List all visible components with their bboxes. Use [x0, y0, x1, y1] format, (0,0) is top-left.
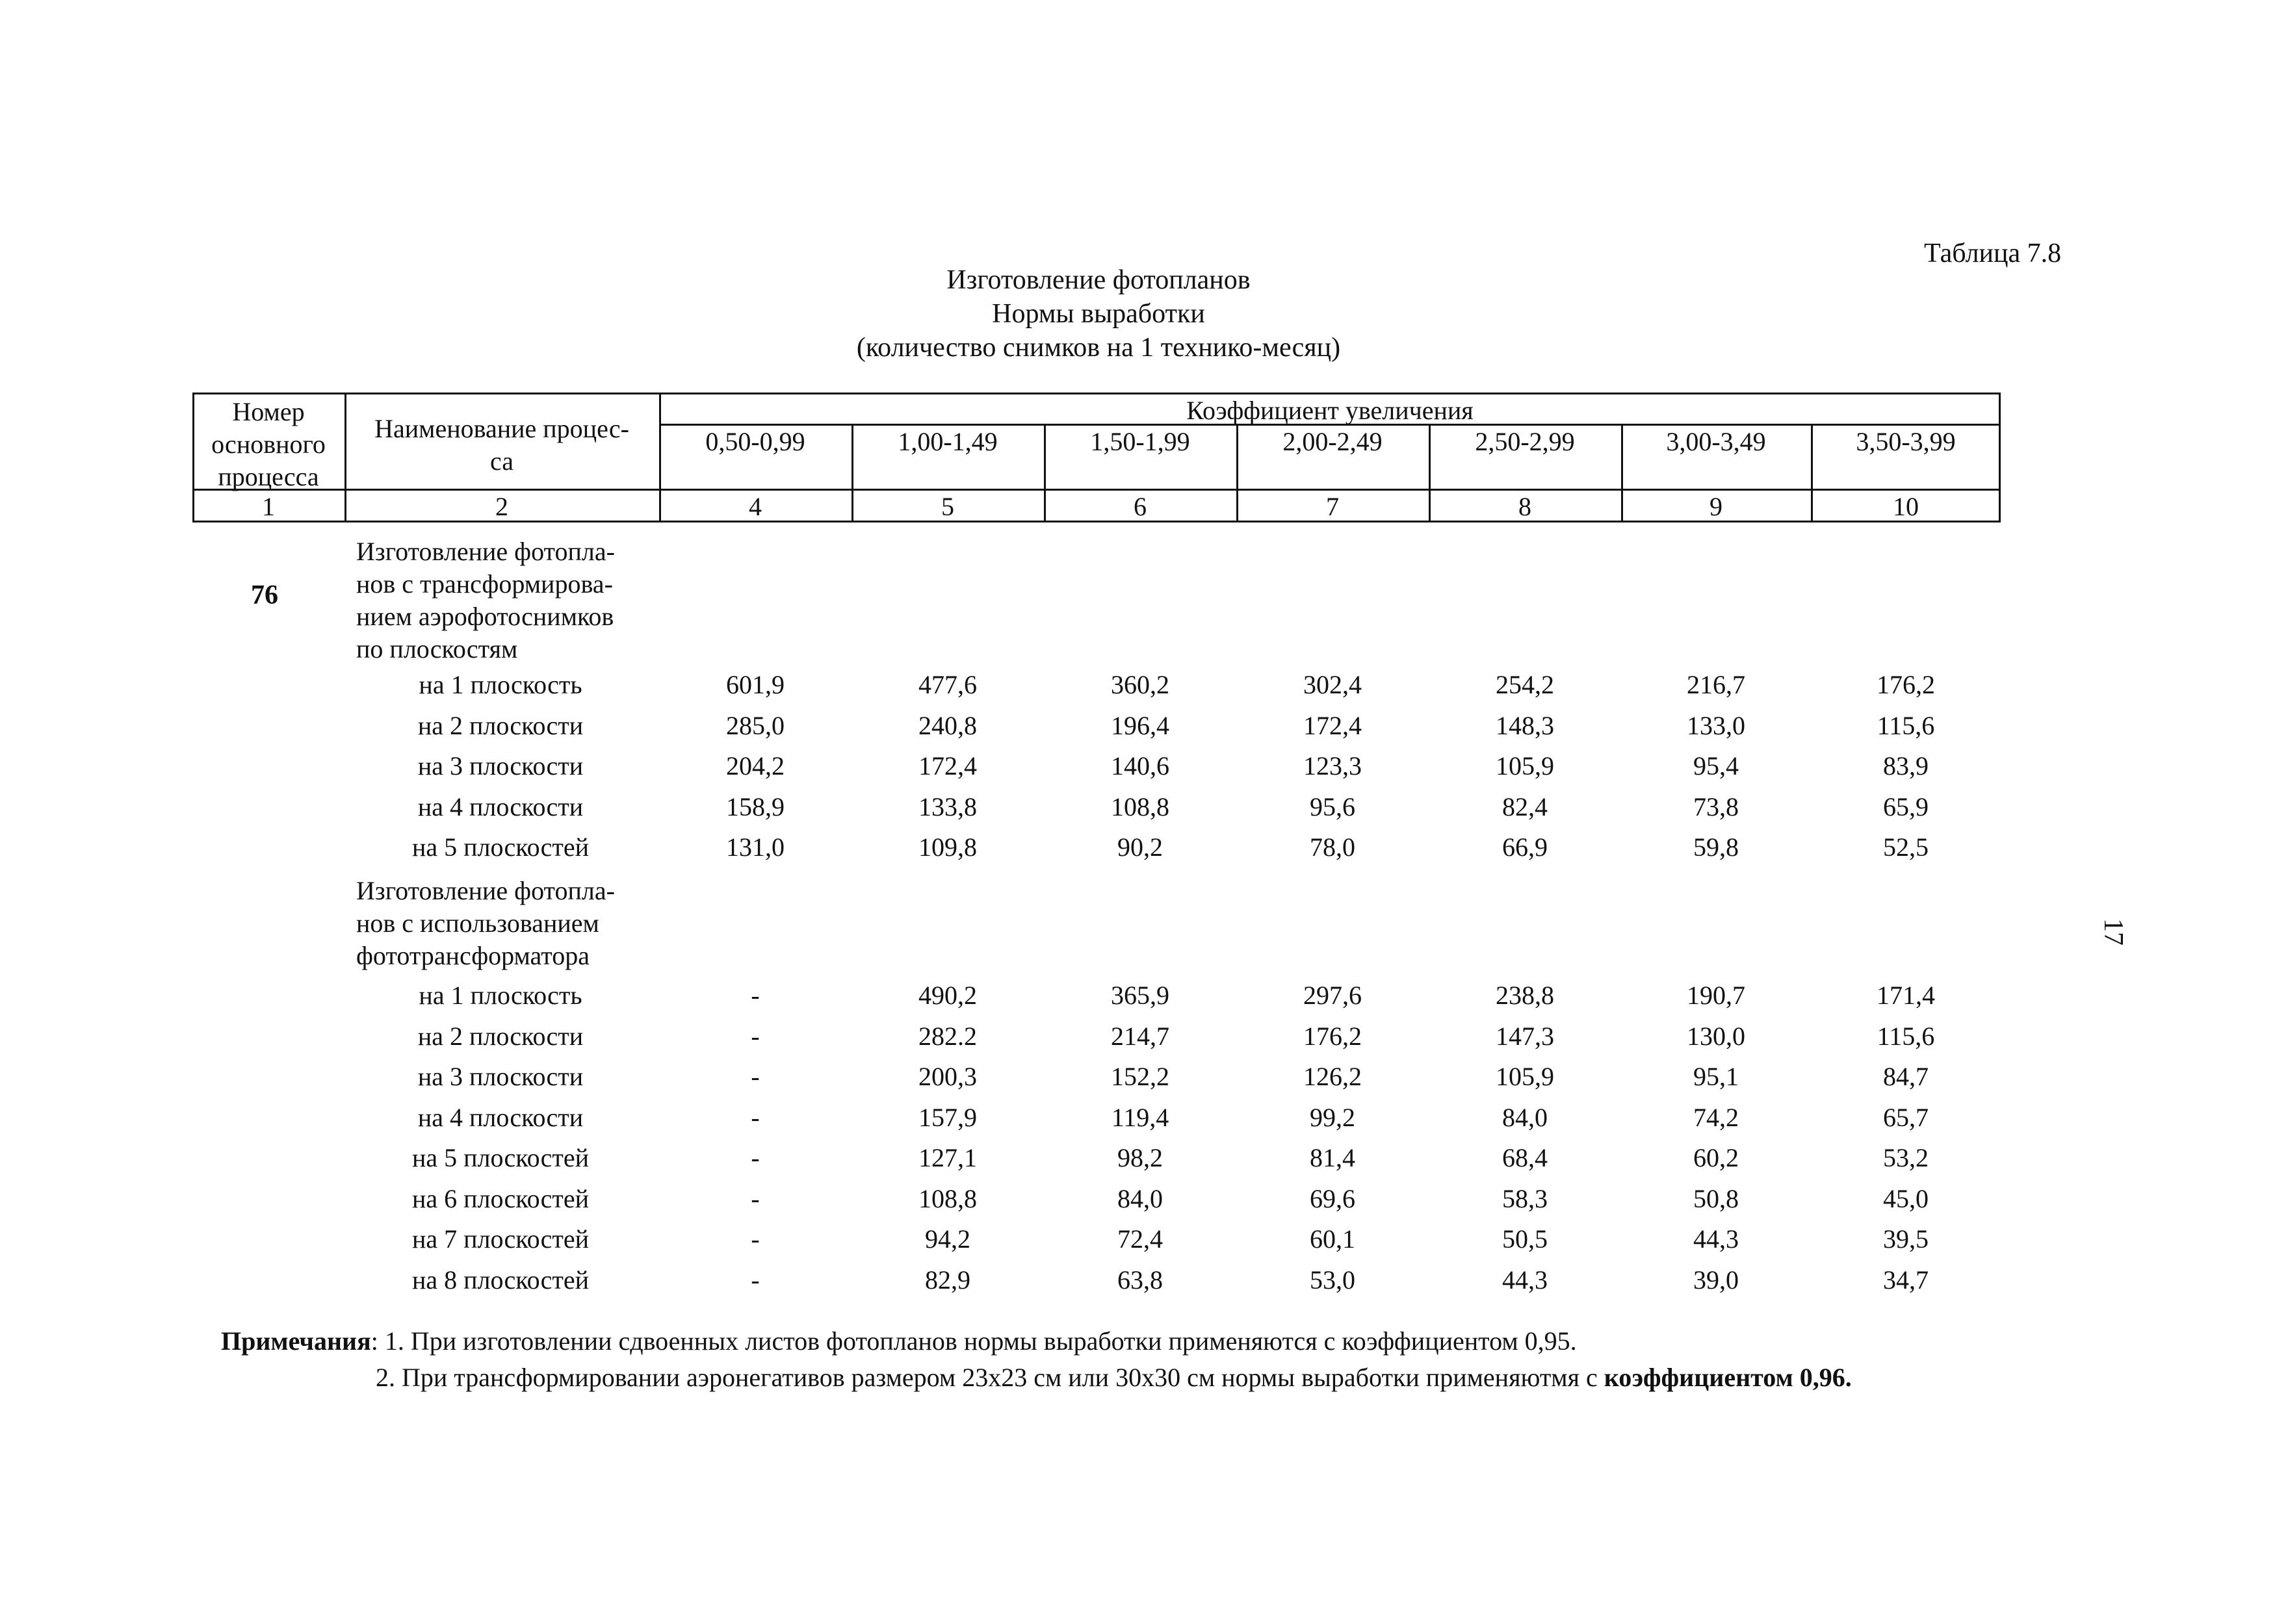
table-cell: 50,5: [1502, 1224, 1548, 1254]
table-cell: 95,6: [1310, 792, 1355, 821]
header-num-line-3: процесса: [218, 462, 319, 491]
table-cell: 238,8: [1496, 981, 1554, 1010]
table-cell: 84,0: [1117, 1183, 1163, 1213]
table-cell: 133,0: [1687, 710, 1745, 740]
table-cell: 44,3: [1693, 1224, 1739, 1254]
table-cell: 216,7: [1687, 670, 1745, 699]
header-num-line-1: Номер: [232, 397, 305, 426]
table-cell: -: [751, 1143, 760, 1172]
table-cell: 60,2: [1693, 1143, 1739, 1172]
table-cell: 130,0: [1687, 1021, 1745, 1051]
note-1: [221, 1326, 1577, 1357]
section-title-line: Изготовление фотопла-: [356, 537, 615, 566]
header-range: 1,00-1,49: [898, 427, 998, 456]
section-title-line: фототрансформатора: [356, 941, 590, 970]
row-label: на 2 плоскости: [417, 1021, 584, 1051]
header-hline-numbers: [192, 489, 2001, 491]
table-cell: 105,9: [1496, 751, 1554, 780]
header-range: 0,50-0,99: [705, 427, 805, 456]
row-label: на 4 плоскости: [417, 792, 584, 821]
table-label: Таблица 7.8: [1924, 238, 2062, 268]
table-cell: 98,2: [1117, 1143, 1163, 1172]
table-cell: 172,4: [918, 751, 977, 780]
table-cell: 297,6: [1303, 981, 1362, 1010]
table-cell: 69,6: [1310, 1183, 1355, 1213]
header-column-number: 4: [749, 492, 762, 521]
section-title-line: Изготовление фотопла-: [356, 876, 615, 905]
header-name-line-2: са: [490, 446, 514, 476]
section-title-line: нов с использованием: [356, 909, 599, 938]
header-column-number: 7: [1326, 492, 1339, 521]
table-cell: -: [751, 1224, 760, 1254]
table-cell: 44,3: [1502, 1265, 1548, 1295]
table-cell: 126,2: [1303, 1062, 1362, 1091]
table-cell: 360,2: [1111, 670, 1169, 699]
table-cell: 63,8: [1117, 1265, 1163, 1295]
table-cell: 84,0: [1502, 1102, 1548, 1132]
table-cell: 66,9: [1502, 832, 1548, 862]
table-cell: 240,8: [918, 710, 977, 740]
table-cell: -: [751, 1021, 760, 1051]
section-title-line: нием аэрофотоснимков: [356, 602, 614, 631]
table-title-line-3: (количество снимков на 1 технико-месяц): [856, 333, 1341, 363]
row-label: на 8 плоскостей: [411, 1265, 590, 1295]
row-label: на 3 плоскости: [417, 1062, 584, 1091]
table-cell: 158,9: [726, 792, 785, 821]
row-label: на 5 плоскостей: [411, 832, 590, 862]
header-column-number: 10: [1893, 492, 1919, 521]
table-cell: 39,5: [1883, 1224, 1929, 1254]
table-cell: 108,8: [1111, 792, 1169, 821]
table-cell: 108,8: [918, 1183, 977, 1213]
row-label: на 7 плоскостей: [411, 1224, 590, 1254]
table-cell: 60,1: [1310, 1224, 1355, 1254]
table-cell: 105,9: [1496, 1062, 1554, 1091]
table-cell: 490,2: [918, 981, 977, 1010]
table-cell: 65,7: [1883, 1102, 1929, 1132]
table-cell: 157,9: [918, 1102, 977, 1132]
header-range: 1,50-1,99: [1090, 427, 1190, 456]
table-cell: 95,4: [1693, 751, 1739, 780]
table-cell: 282.2: [918, 1021, 977, 1051]
table-cell: -: [751, 981, 760, 1010]
table-cell: 52,5: [1883, 832, 1929, 862]
table-cell: 171,4: [1877, 981, 1935, 1010]
table-cell: 152,2: [1111, 1062, 1169, 1091]
table-cell: 254,2: [1496, 670, 1554, 699]
header-column-number: 5: [941, 492, 954, 521]
table-cell: 34,7: [1883, 1265, 1929, 1295]
table-cell: 53,2: [1883, 1143, 1929, 1172]
table-cell: 148,3: [1496, 710, 1554, 740]
table-cell: 84,7: [1883, 1062, 1929, 1091]
table-cell: -: [751, 1265, 760, 1295]
table-cell: 68,4: [1502, 1143, 1548, 1172]
header-column-number: 6: [1134, 492, 1147, 521]
note-2: [376, 1362, 1852, 1393]
page-number: 17: [2098, 918, 2128, 946]
section-title-line: нов с трансформирова-: [356, 569, 613, 599]
row-label: на 4 плоскости: [417, 1102, 584, 1132]
table-cell: 95,1: [1693, 1062, 1739, 1091]
table-cell: 53,0: [1310, 1265, 1355, 1295]
table-cell: 176,2: [1877, 670, 1935, 699]
row-label: на 2 плоскости: [417, 710, 584, 740]
table-cell: 172,4: [1303, 710, 1362, 740]
table-cell: 133,8: [918, 792, 977, 821]
row-label: на 1 плоскость: [419, 670, 582, 699]
table-cell: 58,3: [1502, 1183, 1548, 1213]
table-cell: 477,6: [918, 670, 977, 699]
table-cell: 82,4: [1502, 792, 1548, 821]
note-2-text: 2. При трансформировании аэронегативов размером 23х23 см или 30х30 см нормы выработки применяютмя с: [376, 1363, 1604, 1392]
table-cell: 601,9: [726, 670, 785, 699]
table-cell: 115,6: [1877, 710, 1935, 740]
table-cell: 119,4: [1111, 1102, 1169, 1132]
table-cell: 50,8: [1693, 1183, 1739, 1213]
table-cell: 45,0: [1883, 1183, 1929, 1213]
table-cell: 72,4: [1117, 1224, 1163, 1254]
table-cell: 39,0: [1693, 1265, 1739, 1295]
header-column-number: 1: [262, 492, 275, 521]
header-range: 2,50-2,99: [1475, 427, 1575, 456]
table-cell: -: [751, 1183, 760, 1213]
table-cell: 73,8: [1693, 792, 1739, 821]
table-cell: 78,0: [1310, 832, 1355, 862]
table-cell: 190,7: [1687, 981, 1745, 1010]
header-range: 3,50-3,99: [1856, 427, 1956, 456]
table-cell: 65,9: [1883, 792, 1929, 821]
table-cell: 200,3: [918, 1062, 977, 1091]
row-label: на 5 плоскостей: [411, 1143, 590, 1172]
table-cell: 196,4: [1111, 710, 1169, 740]
row-label: на 6 плоскостей: [411, 1183, 590, 1213]
table-title-line-1: Изготовление фотопланов: [946, 265, 1251, 295]
header-range: 2,00-2,49: [1282, 427, 1383, 456]
table-cell: 115,6: [1877, 1021, 1935, 1051]
table-cell: 123,3: [1303, 751, 1362, 780]
table-cell: -: [751, 1062, 760, 1091]
table-cell: 81,4: [1310, 1143, 1355, 1172]
table-cell: 90,2: [1117, 832, 1163, 862]
table-cell: 214,7: [1111, 1021, 1169, 1051]
table-cell: 302,4: [1303, 670, 1362, 699]
note-1-text: : 1. При изготовлении сдвоенных листов фотопланов нормы выработки применяются с коэффициентом 0,95.: [370, 1326, 1577, 1356]
table-cell: 176,2: [1303, 1021, 1362, 1051]
table-cell: 82,9: [925, 1265, 970, 1295]
table-cell: 285,0: [726, 710, 785, 740]
table-cell: 204,2: [726, 751, 785, 780]
table-cell: 74,2: [1693, 1102, 1739, 1132]
table-cell: 83,9: [1883, 751, 1929, 780]
note-2-bold: коэффициентом 0,96.: [1604, 1363, 1852, 1392]
header-range: 3,00-3,49: [1666, 427, 1766, 456]
header-name-line-1: Наименование процес-: [374, 414, 629, 443]
section-title-line: по плоскостям: [356, 634, 518, 664]
row-label: на 3 плоскости: [417, 751, 584, 780]
notes-label: Примечания: [221, 1326, 371, 1356]
process-number: 76: [251, 580, 278, 610]
header-column-number: 9: [1710, 492, 1722, 521]
table-cell: 131,0: [726, 832, 785, 862]
header-column-number: 2: [495, 492, 508, 521]
table-cell: -: [751, 1102, 760, 1132]
table-cell: 365,9: [1111, 981, 1169, 1010]
table-title-line-2: Нормы выработки: [992, 299, 1205, 329]
table-cell: 127,1: [918, 1143, 977, 1172]
table-cell: 147,3: [1496, 1021, 1554, 1051]
header-num-line-2: основного: [211, 430, 326, 459]
header-column-number: 8: [1518, 492, 1531, 521]
table-cell: 140,6: [1111, 751, 1169, 780]
row-label: на 1 плоскость: [419, 981, 582, 1010]
table-cell: 109,8: [918, 832, 977, 862]
table-cell: 99,2: [1310, 1102, 1355, 1132]
table-cell: 59,8: [1693, 832, 1739, 862]
header-group-label: Коэффициент увеличения: [1186, 396, 1474, 425]
table-cell: 94,2: [925, 1224, 970, 1254]
